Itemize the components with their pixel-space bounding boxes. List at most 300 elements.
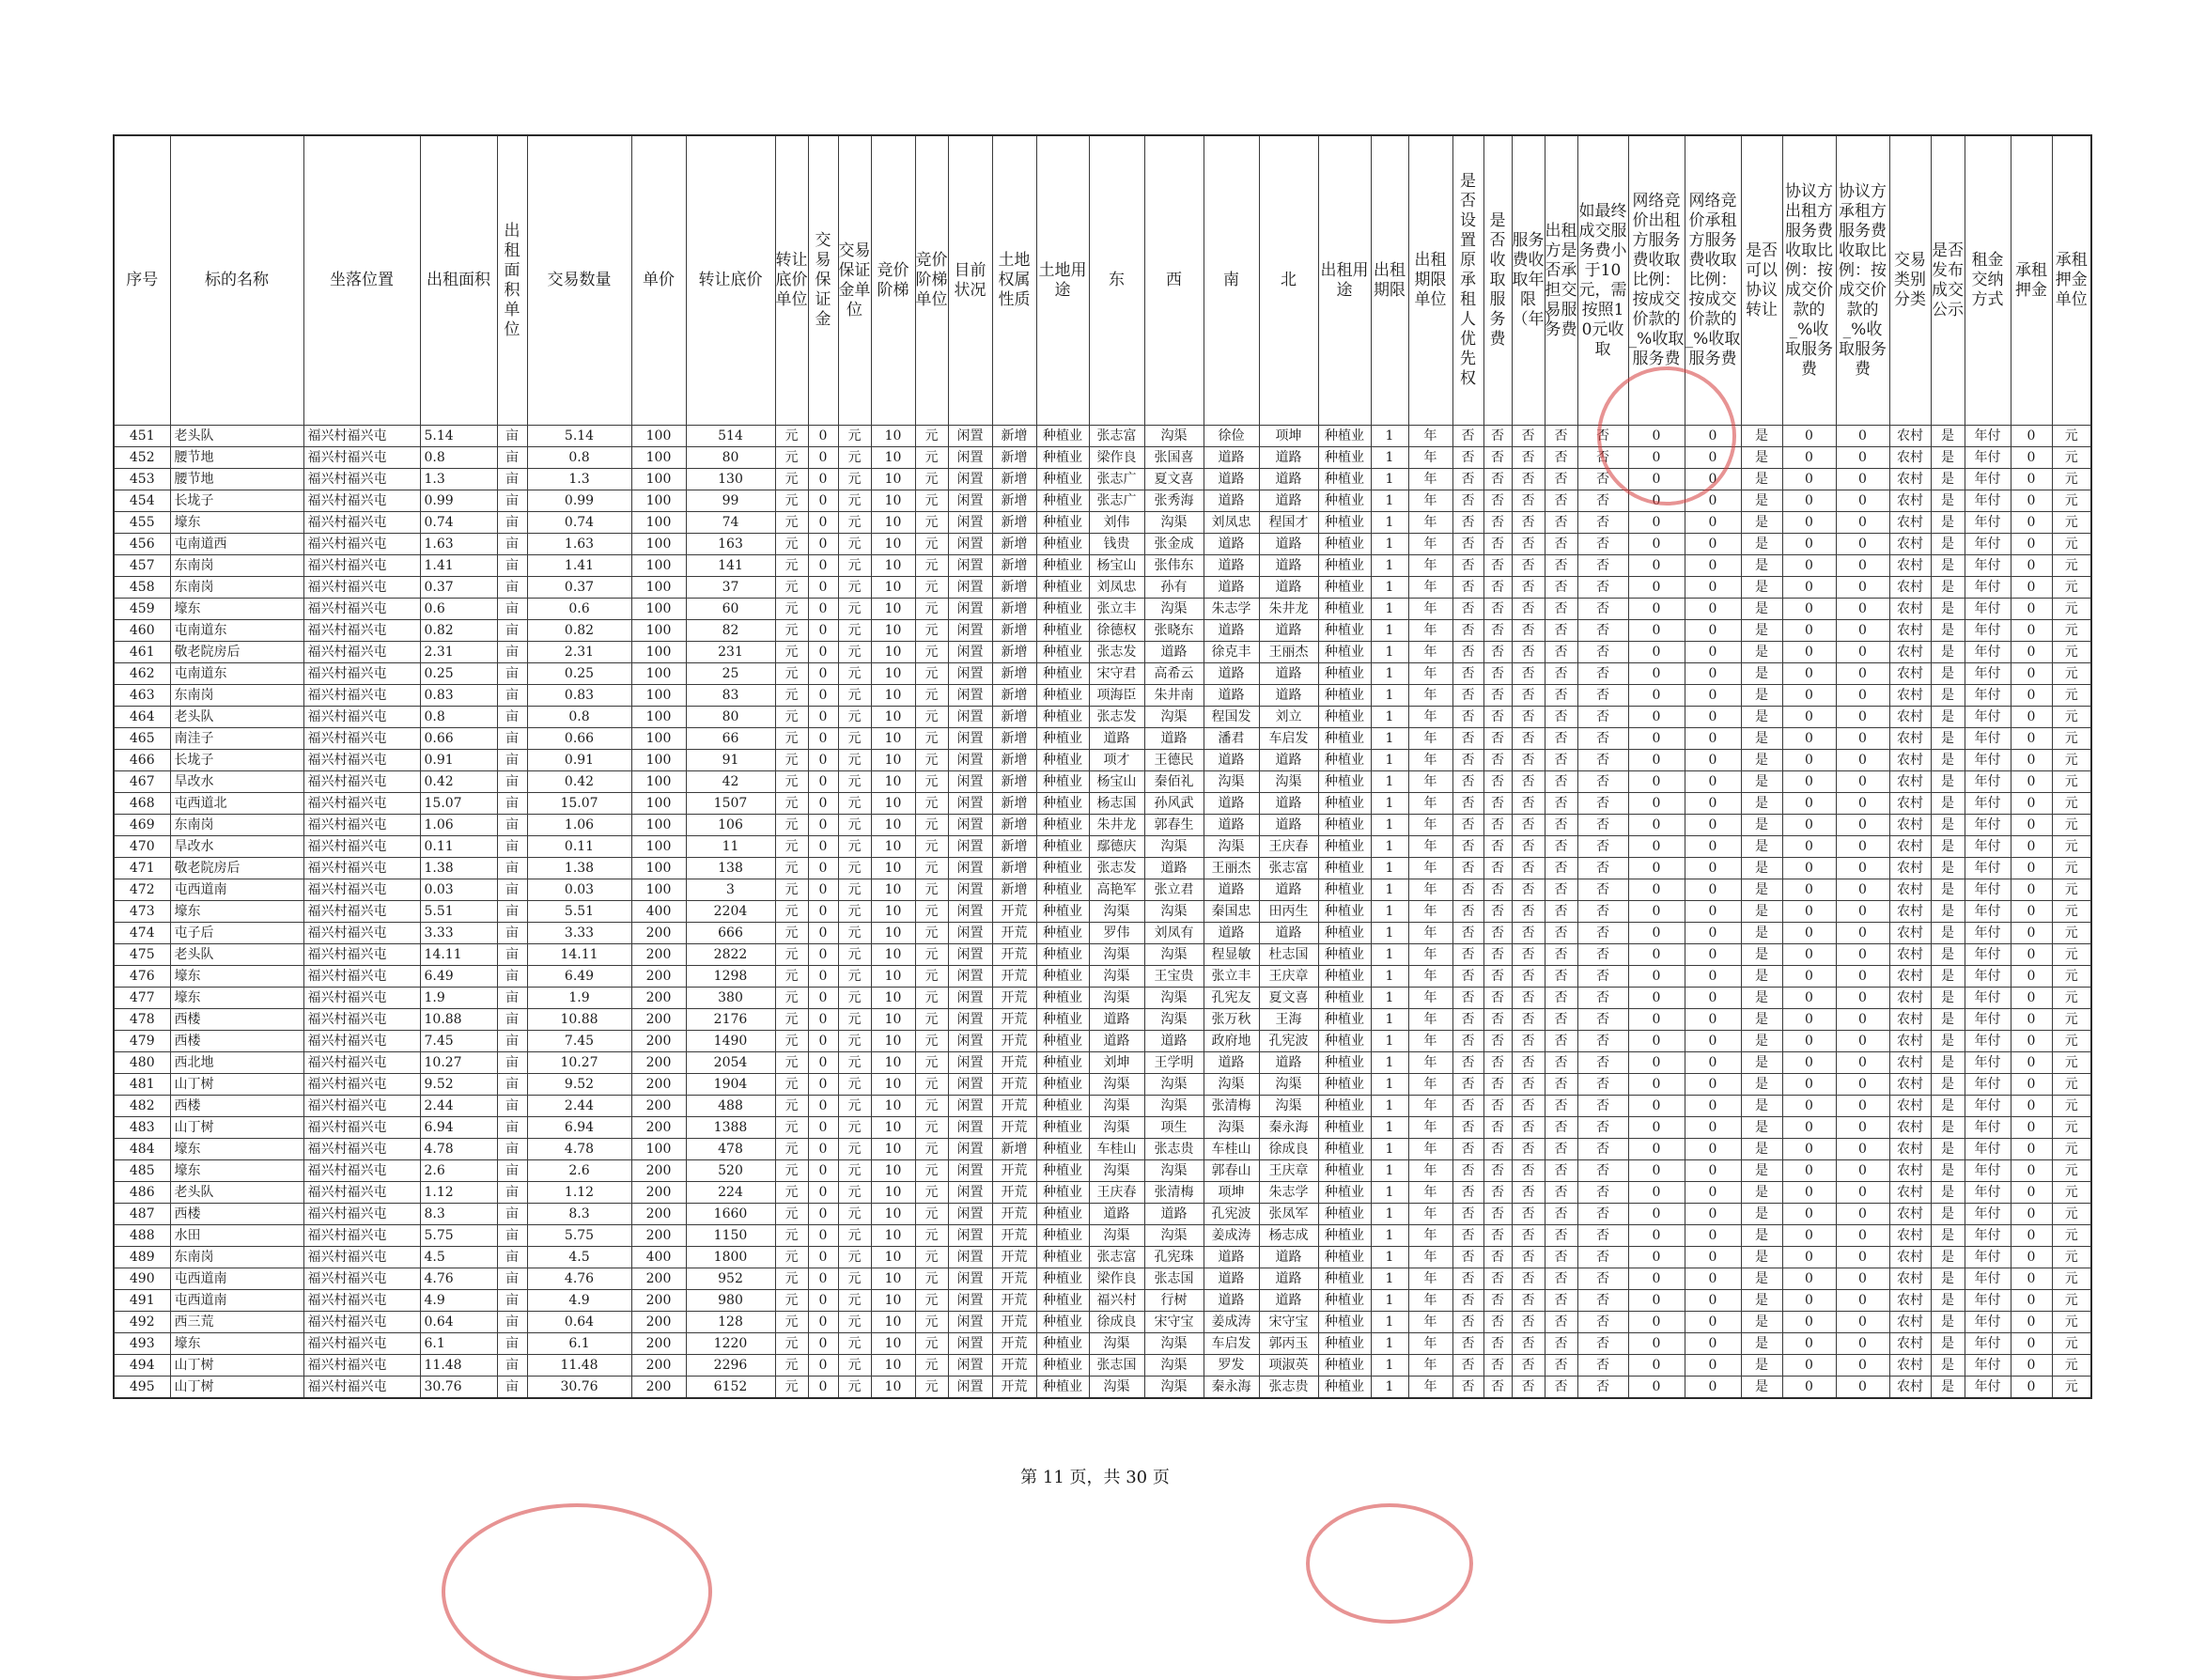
table-cell: 8.3 bbox=[420, 1204, 497, 1225]
table-cell: 0 bbox=[1628, 1290, 1685, 1312]
table-cell: 农村 bbox=[1889, 793, 1931, 815]
table-cell: 元 bbox=[838, 685, 871, 707]
table-cell: 否 bbox=[1483, 1052, 1512, 1074]
table-cell: 元 bbox=[775, 599, 808, 620]
table-cell: 屯西道南 bbox=[170, 1290, 303, 1312]
table-cell: 闲置 bbox=[948, 1355, 992, 1377]
table-cell: 10 bbox=[871, 836, 915, 858]
table-cell: 200 bbox=[631, 1290, 686, 1312]
table-cell: 开荒 bbox=[992, 1268, 1036, 1290]
table-cell: 沟渠 bbox=[1089, 1333, 1144, 1355]
table-cell: 开荒 bbox=[992, 901, 1036, 923]
table-cell: 元 bbox=[838, 1377, 871, 1399]
table-cell: 0 bbox=[1782, 426, 1836, 447]
table-cell: 0 bbox=[1685, 685, 1741, 707]
table-cell: 0 bbox=[2011, 1160, 2052, 1182]
table-cell: 闲置 bbox=[948, 512, 992, 534]
table-cell: 农村 bbox=[1889, 728, 1931, 750]
table-cell: 0 bbox=[2011, 1247, 2052, 1268]
table-cell: 0.37 bbox=[420, 577, 497, 599]
table-cell: 1 bbox=[1371, 1268, 1408, 1290]
table-cell: 刘凤忠 bbox=[1204, 512, 1259, 534]
table-cell: 元 bbox=[2052, 1031, 2091, 1052]
table-cell: 元 bbox=[775, 1204, 808, 1225]
table-cell: 年 bbox=[1408, 858, 1452, 879]
table-cell: 元 bbox=[838, 966, 871, 988]
table-cell: 元 bbox=[838, 1009, 871, 1031]
table-cell: 10.27 bbox=[420, 1052, 497, 1074]
table-cell: 0 bbox=[1782, 1247, 1836, 1268]
table-cell: 0 bbox=[1628, 750, 1685, 771]
table-cell: 10 bbox=[871, 1312, 915, 1333]
table-cell: 种植业 bbox=[1318, 1290, 1371, 1312]
table-cell: 0 bbox=[2011, 469, 2052, 490]
table-cell: 14.11 bbox=[420, 944, 497, 966]
table-cell: 新增 bbox=[992, 793, 1036, 815]
table-row bbox=[114, 1009, 2091, 1031]
table-cell: 0 bbox=[808, 555, 838, 577]
table-cell: 0 bbox=[1782, 1333, 1836, 1355]
table-cell: 沟渠 bbox=[1144, 599, 1204, 620]
table-cell: 是 bbox=[1931, 1182, 1965, 1204]
table-cell: 道路 bbox=[1259, 490, 1318, 512]
table-cell: 元 bbox=[2052, 426, 2091, 447]
table-cell: 闲置 bbox=[948, 1139, 992, 1160]
table-cell: 0 bbox=[1836, 1204, 1889, 1225]
table-cell: 孙有 bbox=[1144, 577, 1204, 599]
table-cell: 1 bbox=[1371, 1290, 1408, 1312]
table-cell: 0 bbox=[1782, 1312, 1836, 1333]
table-cell: 10 bbox=[871, 490, 915, 512]
table-cell: 亩 bbox=[497, 923, 527, 944]
table-cell: 否 bbox=[1577, 642, 1628, 663]
table-cell: 0 bbox=[1628, 1377, 1685, 1399]
table-cell: 沟渠 bbox=[1144, 1355, 1204, 1377]
table-cell: 否 bbox=[1577, 1009, 1628, 1031]
table-cell: 否 bbox=[1545, 1139, 1577, 1160]
table-cell: 1.3 bbox=[420, 469, 497, 490]
table-cell: 0 bbox=[1782, 1377, 1836, 1399]
table-cell: 亩 bbox=[497, 1247, 527, 1268]
table-cell: 否 bbox=[1545, 1182, 1577, 1204]
table-cell: 是 bbox=[1741, 1052, 1782, 1074]
table-cell: 年付 bbox=[1965, 879, 2011, 901]
table-cell: 年 bbox=[1408, 750, 1452, 771]
table-cell: 孔宪珠 bbox=[1144, 1247, 1204, 1268]
table-cell: 是 bbox=[1741, 1333, 1782, 1355]
table-cell: 农村 bbox=[1889, 599, 1931, 620]
table-cell: 亩 bbox=[497, 707, 527, 728]
table-cell: 0 bbox=[1782, 577, 1836, 599]
table-cell: 0.25 bbox=[420, 663, 497, 685]
table-cell: 否 bbox=[1452, 1160, 1483, 1182]
table-cell: 否 bbox=[1483, 1268, 1512, 1290]
table-cell: 否 bbox=[1577, 966, 1628, 988]
table-cell: 壕东 bbox=[170, 512, 303, 534]
table-cell: 0 bbox=[1836, 879, 1889, 901]
table-cell: 郭丙玉 bbox=[1259, 1333, 1318, 1355]
table-cell: 是 bbox=[1931, 1139, 1965, 1160]
table-cell: 元 bbox=[838, 944, 871, 966]
table-cell: 0 bbox=[1782, 728, 1836, 750]
table-cell: 种植业 bbox=[1318, 944, 1371, 966]
table-cell: 年 bbox=[1408, 771, 1452, 793]
table-cell: 否 bbox=[1452, 1139, 1483, 1160]
table-cell: 458 bbox=[114, 577, 170, 599]
table-cell: 元 bbox=[775, 1182, 808, 1204]
table-cell: 否 bbox=[1577, 490, 1628, 512]
table-cell: 年付 bbox=[1965, 1074, 2011, 1096]
table-cell: 元 bbox=[838, 1160, 871, 1182]
table-cell: 元 bbox=[775, 1160, 808, 1182]
table-cell: 0 bbox=[2011, 1290, 2052, 1312]
table-cell: 元 bbox=[838, 728, 871, 750]
table-cell: 农村 bbox=[1889, 1247, 1931, 1268]
table-cell: 农村 bbox=[1889, 771, 1931, 793]
table-cell: 元 bbox=[838, 663, 871, 685]
table-cell: 开荒 bbox=[992, 1052, 1036, 1074]
table-cell: 开荒 bbox=[992, 1160, 1036, 1182]
table-cell: 道路 bbox=[1204, 879, 1259, 901]
table-cell: 福兴村福兴屯 bbox=[303, 1074, 420, 1096]
table-cell: 0 bbox=[1836, 469, 1889, 490]
table-cell: 980 bbox=[686, 1290, 775, 1312]
table-row bbox=[114, 1333, 2091, 1355]
table-cell: 开荒 bbox=[992, 988, 1036, 1009]
table-cell: 否 bbox=[1483, 447, 1512, 469]
table-cell: 否 bbox=[1512, 1377, 1545, 1399]
table-cell: 张志国 bbox=[1089, 1355, 1144, 1377]
table-cell: 年付 bbox=[1965, 836, 2011, 858]
table-cell: 是 bbox=[1931, 512, 1965, 534]
table-cell: 种植业 bbox=[1036, 512, 1089, 534]
table-cell: 200 bbox=[631, 1355, 686, 1377]
table-cell: 开荒 bbox=[992, 1096, 1036, 1117]
table-cell: 农村 bbox=[1889, 858, 1931, 879]
table-cell: 元 bbox=[775, 1333, 808, 1355]
table-cell: 0 bbox=[2011, 988, 2052, 1009]
table-cell: 1.3 bbox=[527, 469, 631, 490]
table-cell: 42 bbox=[686, 771, 775, 793]
table-cell: 是 bbox=[1741, 1377, 1782, 1399]
table-cell: 沟渠 bbox=[1089, 1160, 1144, 1182]
table-cell: 0 bbox=[1628, 815, 1685, 836]
table-cell: 1 bbox=[1371, 490, 1408, 512]
table-cell: 100 bbox=[631, 577, 686, 599]
table-cell: 0.6 bbox=[527, 599, 631, 620]
table-cell: 道路 bbox=[1204, 555, 1259, 577]
table-cell: 0 bbox=[808, 815, 838, 836]
table-cell: 元 bbox=[775, 512, 808, 534]
table-cell: 0 bbox=[1628, 555, 1685, 577]
table-cell: 东南岗 bbox=[170, 1247, 303, 1268]
table-cell: 0 bbox=[1782, 1204, 1836, 1225]
table-cell: 年付 bbox=[1965, 1117, 2011, 1139]
column-header: 竞价阶梯 bbox=[871, 135, 915, 426]
table-cell: 1 bbox=[1371, 1031, 1408, 1052]
table-cell: 0 bbox=[1685, 1052, 1741, 1074]
table-cell: 年付 bbox=[1965, 1160, 2011, 1182]
table-cell: 4.9 bbox=[420, 1290, 497, 1312]
table-cell: 沟渠 bbox=[1259, 1074, 1318, 1096]
table-cell: 是 bbox=[1931, 1377, 1965, 1399]
table-cell: 否 bbox=[1512, 685, 1545, 707]
table-cell: 元 bbox=[775, 1377, 808, 1399]
table-cell: 年 bbox=[1408, 642, 1452, 663]
table-cell: 西楼 bbox=[170, 1096, 303, 1117]
table-row bbox=[114, 988, 2091, 1009]
table-cell: 张伟东 bbox=[1144, 555, 1204, 577]
table-cell: 是 bbox=[1931, 1268, 1965, 1290]
table-cell: 鄢德庆 bbox=[1089, 836, 1144, 858]
table-cell: 0.8 bbox=[420, 447, 497, 469]
table-cell: 张志贵 bbox=[1144, 1139, 1204, 1160]
table-cell: 秦永海 bbox=[1204, 1377, 1259, 1399]
table-cell: 0 bbox=[1685, 707, 1741, 728]
table-cell: 否 bbox=[1512, 469, 1545, 490]
table-cell: 农村 bbox=[1889, 1117, 1931, 1139]
table-cell: 1 bbox=[1371, 1225, 1408, 1247]
table-cell: 461 bbox=[114, 642, 170, 663]
table-cell: 福兴村福兴屯 bbox=[303, 750, 420, 771]
table-cell: 元 bbox=[915, 815, 948, 836]
table-cell: 种植业 bbox=[1318, 858, 1371, 879]
table-cell: 元 bbox=[775, 944, 808, 966]
table-cell: 农村 bbox=[1889, 923, 1931, 944]
table-cell: 元 bbox=[2052, 1225, 2091, 1247]
table-cell: 0 bbox=[1628, 620, 1685, 642]
table-cell: 0 bbox=[1628, 1204, 1685, 1225]
table-cell: 0 bbox=[1836, 1377, 1889, 1399]
table-row bbox=[114, 1247, 2091, 1268]
table-cell: 10 bbox=[871, 901, 915, 923]
table-cell: 山丁树 bbox=[170, 1074, 303, 1096]
table-cell: 0 bbox=[808, 793, 838, 815]
table-cell: 种植业 bbox=[1036, 642, 1089, 663]
table-cell: 0.42 bbox=[420, 771, 497, 793]
table-cell: 1 bbox=[1371, 836, 1408, 858]
table-cell: 是 bbox=[1931, 1290, 1965, 1312]
table-cell: 车桂山 bbox=[1089, 1139, 1144, 1160]
table-cell: 0 bbox=[1628, 988, 1685, 1009]
table-cell: 亩 bbox=[497, 447, 527, 469]
table-cell: 否 bbox=[1545, 1290, 1577, 1312]
table-cell: 元 bbox=[915, 534, 948, 555]
table-cell: 亩 bbox=[497, 1225, 527, 1247]
table-cell: 否 bbox=[1452, 771, 1483, 793]
table-cell: 朱井龙 bbox=[1089, 815, 1144, 836]
table-cell: 1 bbox=[1371, 1355, 1408, 1377]
column-header: 承租押金单位 bbox=[2052, 135, 2091, 426]
table-cell: 王学明 bbox=[1144, 1052, 1204, 1074]
table-cell: 亩 bbox=[497, 858, 527, 879]
table-cell: 0 bbox=[808, 447, 838, 469]
table-cell: 种植业 bbox=[1036, 1052, 1089, 1074]
table-cell: 是 bbox=[1741, 901, 1782, 923]
table-cell: 年 bbox=[1408, 728, 1452, 750]
table-cell: 否 bbox=[1452, 815, 1483, 836]
land-lease-table bbox=[113, 134, 2092, 1399]
table-cell: 否 bbox=[1512, 988, 1545, 1009]
table-cell: 农村 bbox=[1889, 685, 1931, 707]
table-cell: 闲置 bbox=[948, 944, 992, 966]
table-cell: 元 bbox=[775, 966, 808, 988]
table-cell: 否 bbox=[1577, 1139, 1628, 1160]
table-cell: 是 bbox=[1741, 642, 1782, 663]
table-cell: 元 bbox=[915, 447, 948, 469]
column-header: 西 bbox=[1144, 135, 1204, 426]
table-cell: 元 bbox=[2052, 858, 2091, 879]
table-cell: 0 bbox=[1685, 988, 1741, 1009]
table-cell: 福兴村福兴屯 bbox=[303, 490, 420, 512]
table-cell: 亩 bbox=[497, 1290, 527, 1312]
table-cell: 1.38 bbox=[527, 858, 631, 879]
table-cell: 农村 bbox=[1889, 1009, 1931, 1031]
table-cell: 14.11 bbox=[527, 944, 631, 966]
table-cell: 130 bbox=[686, 469, 775, 490]
table-cell: 种植业 bbox=[1036, 815, 1089, 836]
table-cell: 否 bbox=[1512, 447, 1545, 469]
table-cell: 福兴村福兴屯 bbox=[303, 1225, 420, 1247]
table-cell: 否 bbox=[1483, 1204, 1512, 1225]
table-cell: 0 bbox=[1836, 1268, 1889, 1290]
table-cell: 道路 bbox=[1204, 620, 1259, 642]
table-cell: 道路 bbox=[1259, 555, 1318, 577]
table-cell: 否 bbox=[1483, 793, 1512, 815]
table-cell: 道路 bbox=[1204, 750, 1259, 771]
table-cell: 否 bbox=[1512, 1096, 1545, 1117]
table-cell: 100 bbox=[631, 426, 686, 447]
table-cell: 亩 bbox=[497, 426, 527, 447]
table-cell: 元 bbox=[775, 447, 808, 469]
table-cell: 0 bbox=[1628, 1074, 1685, 1096]
table-cell: 否 bbox=[1545, 642, 1577, 663]
table-cell: 年付 bbox=[1965, 944, 2011, 966]
table-cell: 478 bbox=[686, 1139, 775, 1160]
table-cell: 沟渠 bbox=[1089, 1225, 1144, 1247]
table-cell: 张志富 bbox=[1089, 1247, 1144, 1268]
table-cell: 项坤 bbox=[1204, 1182, 1259, 1204]
table-cell: 0 bbox=[1685, 901, 1741, 923]
table-cell: 0 bbox=[1836, 923, 1889, 944]
table-cell: 否 bbox=[1512, 1009, 1545, 1031]
table-cell: 0 bbox=[1685, 1031, 1741, 1052]
table-cell: 483 bbox=[114, 1117, 170, 1139]
table-cell: 闲置 bbox=[948, 685, 992, 707]
table-cell: 宋守君 bbox=[1089, 663, 1144, 685]
table-cell: 壕东 bbox=[170, 966, 303, 988]
table-cell: 6.94 bbox=[527, 1117, 631, 1139]
table-cell: 2.6 bbox=[420, 1160, 497, 1182]
table-cell: 农村 bbox=[1889, 1160, 1931, 1182]
table-cell: 0 bbox=[1685, 599, 1741, 620]
table-cell: 0 bbox=[1628, 879, 1685, 901]
table-cell: 是 bbox=[1931, 988, 1965, 1009]
table-cell: 否 bbox=[1483, 512, 1512, 534]
table-cell: 1 bbox=[1371, 1182, 1408, 1204]
table-cell: 是 bbox=[1931, 685, 1965, 707]
table-cell: 否 bbox=[1452, 685, 1483, 707]
table-cell: 道路 bbox=[1204, 1290, 1259, 1312]
table-cell: 是 bbox=[1741, 815, 1782, 836]
table-cell: 10 bbox=[871, 923, 915, 944]
table-cell: 是 bbox=[1741, 923, 1782, 944]
table-cell: 种植业 bbox=[1036, 879, 1089, 901]
table-cell: 农村 bbox=[1889, 1225, 1931, 1247]
table-cell: 是 bbox=[1931, 793, 1965, 815]
table-cell: 元 bbox=[2052, 1160, 2091, 1182]
table-cell: 种植业 bbox=[1318, 1139, 1371, 1160]
table-cell: 0 bbox=[1628, 771, 1685, 793]
table-cell: 3 bbox=[686, 879, 775, 901]
table-cell: 年付 bbox=[1965, 750, 2011, 771]
table-cell: 0 bbox=[2011, 1225, 2052, 1247]
table-cell: 0 bbox=[1628, 469, 1685, 490]
table-cell: 项才 bbox=[1089, 750, 1144, 771]
table-cell: 0 bbox=[1685, 923, 1741, 944]
table-cell: 元 bbox=[838, 447, 871, 469]
table-cell: 否 bbox=[1545, 944, 1577, 966]
table-cell: 闲置 bbox=[948, 1074, 992, 1096]
table-cell: 元 bbox=[775, 1031, 808, 1052]
table-cell: 西北地 bbox=[170, 1052, 303, 1074]
table-cell: 年付 bbox=[1965, 663, 2011, 685]
table-cell: 0 bbox=[1685, 771, 1741, 793]
table-cell: 种植业 bbox=[1036, 728, 1089, 750]
table-cell: 种植业 bbox=[1036, 599, 1089, 620]
table-cell: 0 bbox=[1628, 642, 1685, 663]
table-cell: 100 bbox=[631, 620, 686, 642]
table-cell: 年 bbox=[1408, 879, 1452, 901]
table-cell: 郭春山 bbox=[1204, 1160, 1259, 1182]
table-cell: 种植业 bbox=[1318, 1377, 1371, 1399]
table-cell: 0 bbox=[1782, 620, 1836, 642]
table-cell: 元 bbox=[775, 426, 808, 447]
table-cell: 0 bbox=[808, 577, 838, 599]
table-cell: 是 bbox=[1931, 1031, 1965, 1052]
table-cell: 农村 bbox=[1889, 1139, 1931, 1160]
table-cell: 0 bbox=[1782, 966, 1836, 988]
table-cell: 0 bbox=[808, 599, 838, 620]
table-cell: 952 bbox=[686, 1268, 775, 1290]
table-cell: 老头队 bbox=[170, 944, 303, 966]
table-cell: 否 bbox=[1452, 620, 1483, 642]
table-cell: 否 bbox=[1545, 923, 1577, 944]
table-cell: 沟渠 bbox=[1144, 988, 1204, 1009]
table-cell: 0 bbox=[2011, 1312, 2052, 1333]
table-cell: 0 bbox=[1836, 793, 1889, 815]
table-cell: 否 bbox=[1512, 1290, 1545, 1312]
table-cell: 新增 bbox=[992, 642, 1036, 663]
table-cell: 农村 bbox=[1889, 1268, 1931, 1290]
table-cell: 否 bbox=[1483, 1160, 1512, 1182]
table-cell: 10 bbox=[871, 771, 915, 793]
table-cell: 否 bbox=[1452, 1247, 1483, 1268]
table-cell: 元 bbox=[915, 1052, 948, 1074]
table-cell: 80 bbox=[686, 447, 775, 469]
table-cell: 100 bbox=[631, 707, 686, 728]
table-row bbox=[114, 1268, 2091, 1290]
table-row bbox=[114, 966, 2091, 988]
table-cell: 0 bbox=[2011, 771, 2052, 793]
table-cell: 元 bbox=[2052, 1333, 2091, 1355]
table-cell: 元 bbox=[915, 1247, 948, 1268]
table-cell: 否 bbox=[1483, 1117, 1512, 1139]
table-cell: 是 bbox=[1931, 663, 1965, 685]
table-cell: 0 bbox=[1628, 534, 1685, 555]
table-cell: 年 bbox=[1408, 1182, 1452, 1204]
table-cell: 年 bbox=[1408, 447, 1452, 469]
